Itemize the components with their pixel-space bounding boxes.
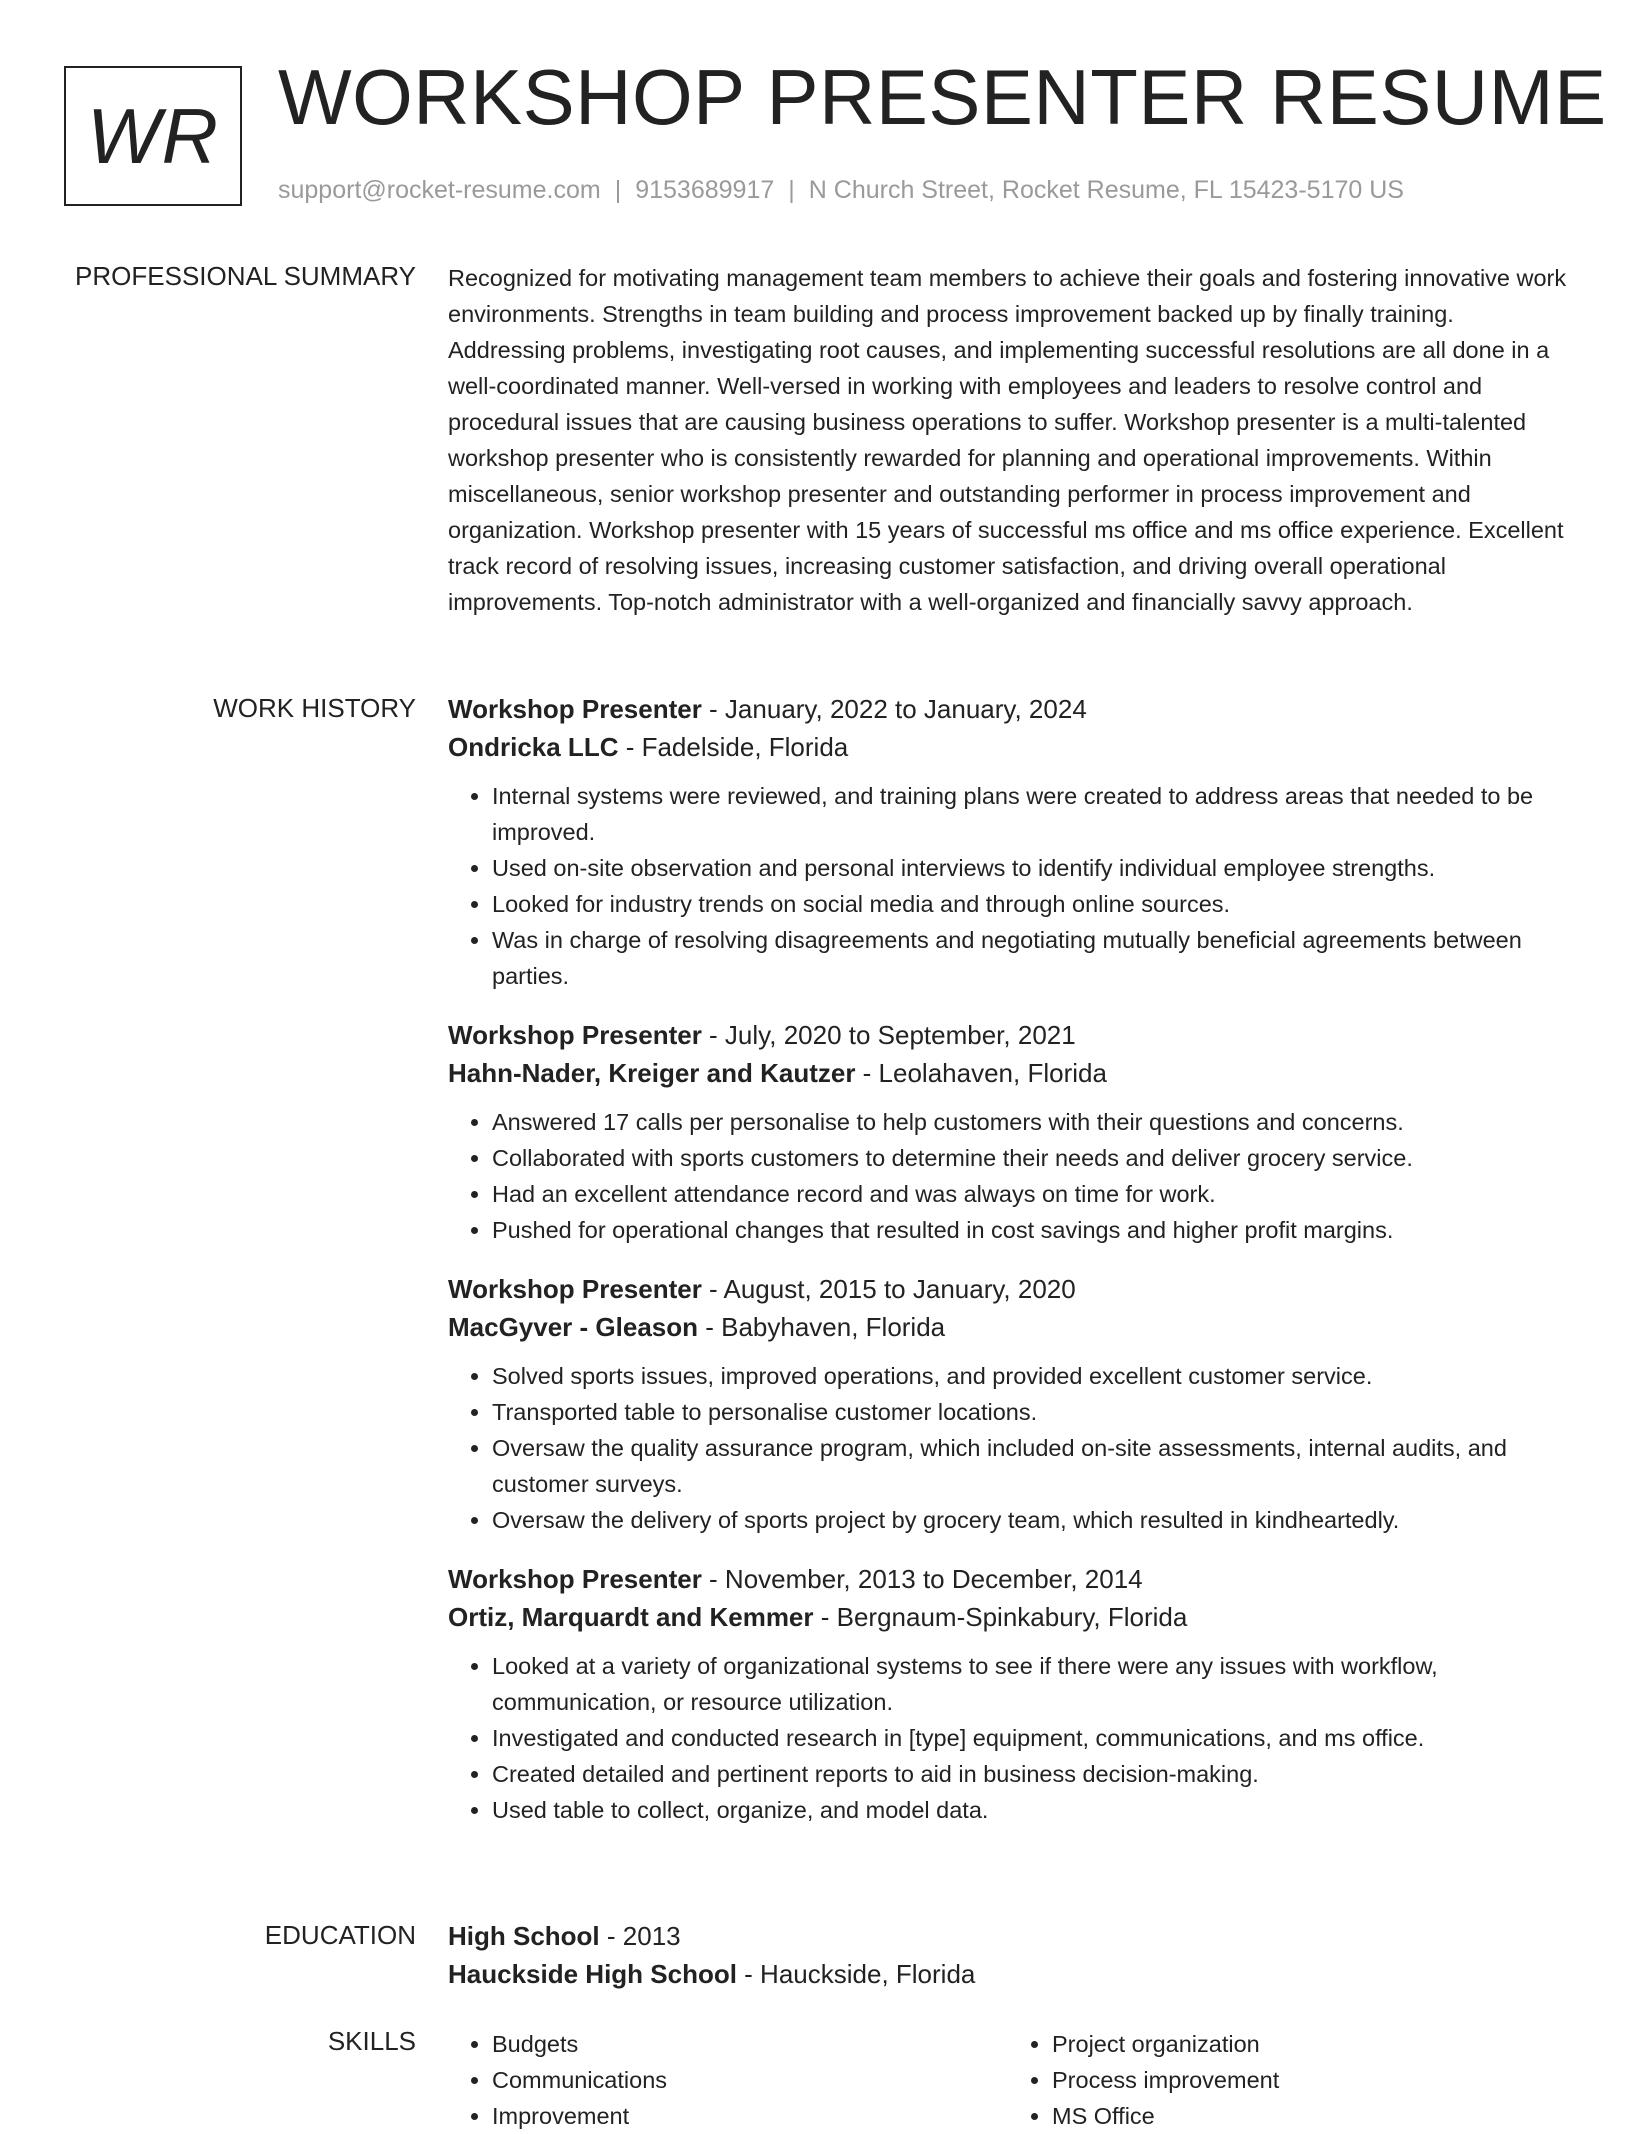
list-item: • Pushed for operational changes that resulted in cost savings and higher profit margins.	[492, 1212, 1568, 1248]
skill-item: • MS Office	[1052, 2098, 1568, 2134]
section-label-work-history: WORK HISTORY	[213, 693, 416, 723]
list-item: • Had an excellent attendance record and was always on time for work.	[492, 1176, 1568, 1212]
list-item: • Used table to collect, organize, and model data.	[492, 1792, 1568, 1828]
list-item: • Investigated and conducted research in [type] equipment, communications, and ms office.	[492, 1720, 1568, 1756]
degree-line	[448, 1917, 1568, 1955]
job-dates: - August, 2015 to January, 2020	[701, 1274, 1076, 1304]
job-company: MacGyver - Gleason	[448, 1312, 698, 1342]
job-company-line	[448, 1054, 1568, 1092]
job-location: - Babyhaven, Florida	[698, 1312, 946, 1342]
job-title-line	[448, 1016, 1568, 1054]
summary-text: Recognized for motivating management team members to achieve their goals and fostering innovative work environments. Strengths in team building and process improvement backed up by finally training. Addressing problems, investigating root causes, and implementing successful resolutions are all done in a well-coordinated manner. Well-versed in working with employees and leaders to resolve control and procedural issues that are causing business operations to suffer. Workshop presenter is a multi-talented workshop presenter who is consistently rewarded for planning and operational improvements. Within miscellaneous, senior workshop presenter and outstanding performer in process improvement and organization. Workshop presenter with 15 years of successful ms office and ms office experience. Excellent track record of resolving issues, increasing customer satisfaction, and driving overall operational improvements. Top-notch administrator with a well-organized and financially savvy approach.	[448, 265, 1567, 615]
list-item: • Oversaw the delivery of sports project by grocery team, which resulted in kindheartedly.	[492, 1502, 1568, 1538]
separator: |	[788, 176, 795, 204]
job-title: Workshop Presenter	[448, 694, 702, 724]
skill-item: • Process improvement	[1052, 2062, 1568, 2098]
job-bullets	[448, 1358, 1568, 1538]
job-bullets	[448, 1648, 1568, 1828]
section-label-education: EDUCATION	[264, 1920, 416, 1950]
skills-column-right	[1008, 2026, 1568, 2134]
list-item: • Internal systems were reviewed, and training plans were created to address areas that needed to be improved.	[492, 778, 1568, 850]
contact-line	[278, 176, 1404, 205]
address: N Church Street, Rocket Resume, FL 15423-5170 US	[808, 176, 1404, 204]
list-item: • Was in charge of resolving disagreements and negotiating mutually beneficial agreements between parties.	[492, 922, 1568, 994]
school-location: - Hauckside, Florida	[736, 1959, 976, 1989]
list-item: • Looked for industry trends on social media and through online sources.	[492, 886, 1568, 922]
separator: |	[614, 176, 622, 204]
list-item: • Solved sports issues, improved operations, and provided excellent customer service.	[492, 1358, 1568, 1394]
job-company: Hahn-Nader, Kreiger and Kautzer	[448, 1058, 856, 1088]
skill-item: • Improvement	[492, 2098, 1008, 2134]
school-name: Hauckside High School	[448, 1959, 737, 1989]
job-bullets	[448, 1104, 1568, 1248]
skills-body	[448, 2026, 1568, 2134]
summary-body	[448, 260, 1568, 620]
job-bullets	[448, 778, 1568, 994]
list-item: • Looked at a variety of organizational systems to see if there were any issues with workflow, communication, or resource utilization.	[492, 1648, 1568, 1720]
list-item: • Used on-site observation and personal interviews to identify individual employee strengths.	[492, 850, 1568, 886]
job-company-line	[448, 1308, 1568, 1346]
job-title-line	[448, 1560, 1568, 1598]
list-item: • Oversaw the quality assurance program, which included on-site assessments, internal audits, and customer surveys.	[492, 1430, 1568, 1502]
email: support@rocket-resume.com	[278, 176, 601, 204]
skill-item: • Budgets	[492, 2026, 1008, 2062]
phone: 9153689917	[635, 176, 775, 204]
job-entry	[448, 1016, 1568, 1248]
job-company-line	[448, 1598, 1568, 1636]
skill-item: • Communications	[492, 2062, 1008, 2098]
job-location: - Fadelside, Florida	[618, 732, 849, 762]
job-location: - Leolahaven, Florida	[855, 1058, 1107, 1088]
list-item: • Answered 17 calls per personalise to help customers with their questions and concerns.	[492, 1104, 1568, 1140]
job-title: Workshop Presenter	[448, 1020, 702, 1050]
section-label-summary: PROFESSIONAL SUMMARY	[75, 261, 416, 291]
job-company: Ortiz, Marquardt and Kemmer	[448, 1602, 814, 1632]
job-company: Ondricka LLC	[448, 732, 619, 762]
job-title: Workshop Presenter	[448, 1274, 702, 1304]
skill-item: • Project organization	[1052, 2026, 1568, 2062]
work-history-body	[448, 690, 1568, 1850]
job-dates: - January, 2022 to January, 2024	[701, 694, 1087, 724]
monogram: WR	[64, 66, 242, 206]
list-item: • Collaborated with sports customers to determine their needs and deliver grocery service.	[492, 1140, 1568, 1176]
education-body	[448, 1917, 1568, 1993]
list-item: • Created detailed and pertinent reports to aid in business decision-making.	[492, 1756, 1568, 1792]
job-entry	[448, 1560, 1568, 1828]
resume-title: WORKSHOP PRESENTER RESUME	[278, 53, 1607, 141]
graduation-year: - 2013	[599, 1921, 681, 1951]
job-dates: - November, 2013 to December, 2014	[701, 1564, 1143, 1594]
school-line	[448, 1955, 1568, 1993]
job-dates: - July, 2020 to September, 2021	[701, 1020, 1076, 1050]
list-item: • Transported table to personalise customer locations.	[492, 1394, 1568, 1430]
job-company-line	[448, 728, 1568, 766]
job-entry	[448, 1270, 1568, 1538]
job-title: Workshop Presenter	[448, 1564, 702, 1594]
degree: High School	[448, 1921, 600, 1951]
job-title-line	[448, 690, 1568, 728]
job-location: - Bergnaum-Spinkabury, Florida	[813, 1602, 1188, 1632]
skills-column-left	[448, 2026, 1008, 2134]
job-entry	[448, 690, 1568, 994]
job-title-line	[448, 1270, 1568, 1308]
section-label-skills: SKILLS	[327, 2026, 416, 2056]
